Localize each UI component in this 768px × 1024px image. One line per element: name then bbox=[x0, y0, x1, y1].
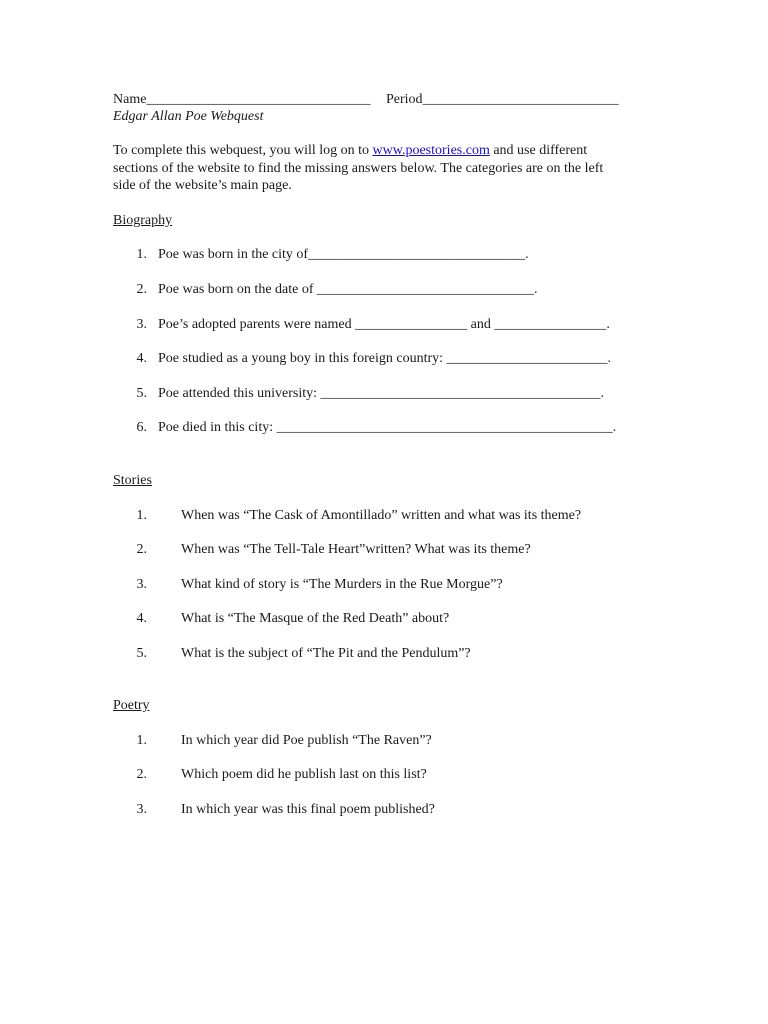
name-field bbox=[113, 91, 370, 109]
intro-line-1 bbox=[113, 142, 587, 160]
story-item-number: 1. bbox=[136, 508, 147, 523]
poetry-item-number: 1. bbox=[136, 733, 147, 748]
bio-item-text: Poe studied as a young boy in this foreign country: _______________________. bbox=[158, 351, 612, 366]
bio-item-number: 5. bbox=[136, 386, 147, 401]
bio-item-text: Poe was born on the date of _______________________________. bbox=[158, 282, 538, 297]
story-item-text: What kind of story is “The Murders in the Rue Morgue”? bbox=[181, 577, 503, 592]
story-item-text: When was “The Tell-Tale Heart”written? What was its theme? bbox=[181, 542, 531, 557]
story-item-number: 3. bbox=[136, 577, 147, 592]
bio-item-number: 3. bbox=[136, 317, 147, 332]
story-item-text: What is “The Masque of the Red Death” about? bbox=[181, 611, 450, 626]
intro-text-pre: To complete this webquest, you will log on to bbox=[113, 143, 373, 158]
intro-line-2: sections of the website to find the missing answers below. The categories are on the left bbox=[113, 161, 604, 176]
story-item-text: When was “The Cask of Amontillado” written and what was its theme? bbox=[181, 508, 582, 523]
story-item-number: 5. bbox=[136, 646, 147, 661]
story-item-number: 2. bbox=[136, 542, 147, 557]
document-title: Edgar Allan Poe Webquest bbox=[113, 109, 264, 124]
name-blank: ________________________________ bbox=[146, 92, 371, 107]
bio-item-text: Poe attended this university: ________________________________________. bbox=[158, 386, 605, 401]
bio-item-number: 4. bbox=[136, 351, 147, 366]
period-label: Period bbox=[386, 92, 423, 107]
poetry-item-number: 3. bbox=[136, 802, 147, 817]
poetry-item-number: 2. bbox=[136, 767, 147, 782]
poestories-link[interactable]: www.poestories.com bbox=[372, 143, 490, 158]
biography-heading: Biography bbox=[113, 213, 173, 228]
bio-item-text: Poe died in this city: ________________________________________________. bbox=[158, 420, 617, 435]
intro-line-3: side of the website’s main page. bbox=[113, 178, 292, 193]
poetry-item-text: In which year was this final poem published? bbox=[181, 802, 435, 817]
period-field bbox=[386, 91, 619, 109]
bio-item-text: Poe’s adopted parents were named ________________ and ________________. bbox=[158, 317, 610, 332]
story-item-number: 4. bbox=[136, 611, 147, 626]
bio-item-text: Poe was born in the city of_______________________________. bbox=[158, 247, 529, 262]
poetry-item-text: Which poem did he publish last on this list? bbox=[181, 767, 427, 782]
period-blank: ____________________________ bbox=[422, 92, 619, 107]
bio-item-number: 1. bbox=[136, 247, 147, 262]
name-label: Name bbox=[113, 92, 147, 107]
stories-heading: Stories bbox=[113, 473, 152, 488]
poetry-heading: Poetry bbox=[113, 698, 150, 713]
intro-text-post: and use different bbox=[489, 143, 588, 158]
bio-item-number: 2. bbox=[136, 282, 147, 297]
poetry-item-text: In which year did Poe publish “The Raven”? bbox=[181, 733, 432, 748]
story-item-text: What is the subject of “The Pit and the Pendulum”? bbox=[181, 646, 471, 661]
bio-item-number: 6. bbox=[136, 420, 147, 435]
